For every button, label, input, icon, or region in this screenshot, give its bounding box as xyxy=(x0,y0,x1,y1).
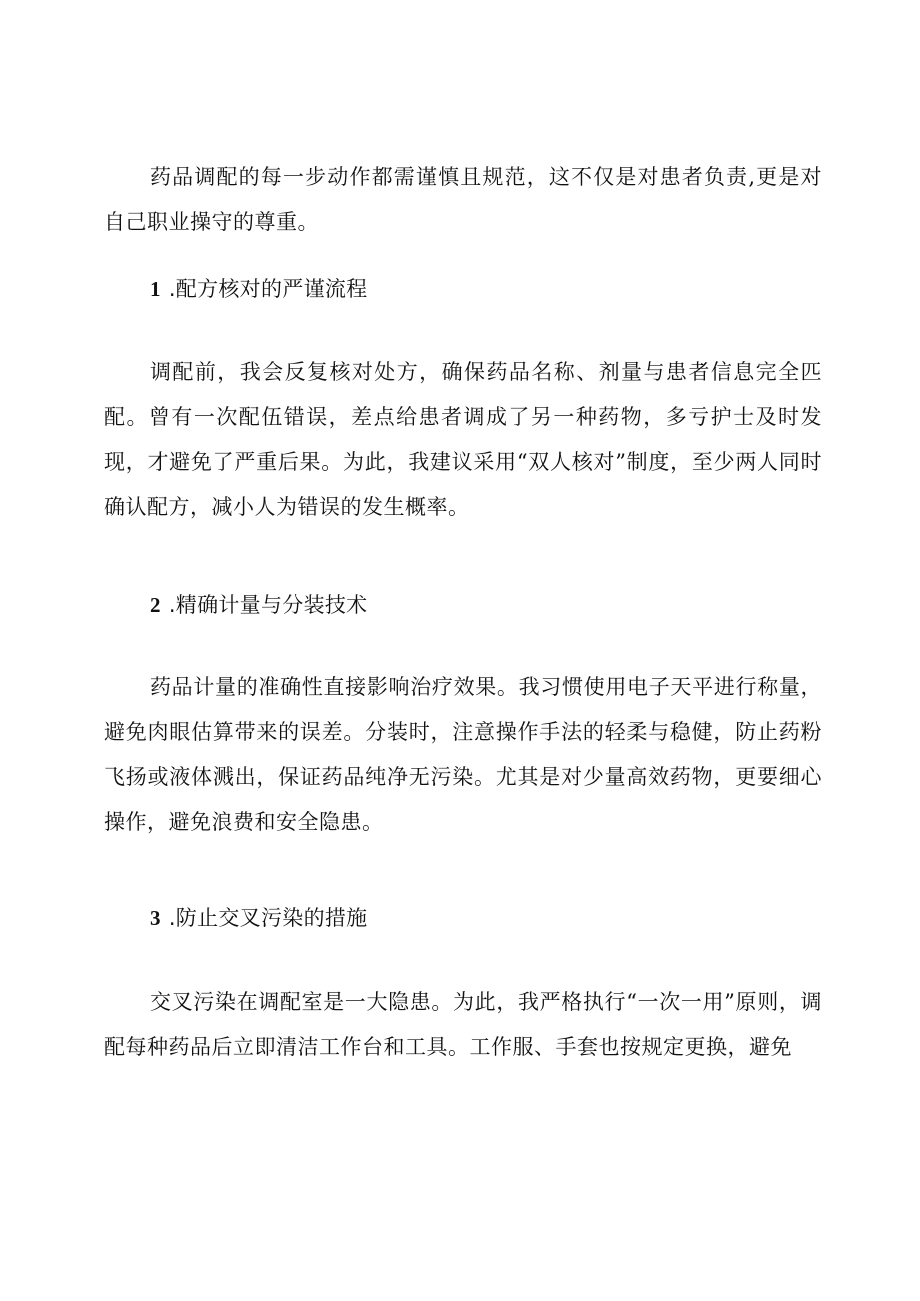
section-1-paragraph: 调配前，我会反复核对处方，确保药品名称、剂量与患者信息完全匹配。曾有一次配伍错误，差点给患者调成了另一种药物，多亏护士及时发现，才避免了严重后果。为此，我建议采用“双人核对”制度，至少两人同时确认配方，减小人为错误的发生概率。 xyxy=(104,360,822,519)
section-3-paragraph: 交叉污染在调配室是一大隐患。为此，我严格执行“一次一用”原则，调配每种药品后立即清洁工作台和工具。工作服、手套也按规定更换，避免 xyxy=(104,990,822,1059)
section-2-paragraph: 药品计量的准确性直接影响治疗效果。我习惯使用电子天平进行称量，避免肉眼估算带来的误差。分装时，注意操作手法的轻柔与稳健，防止药粉飞扬或液体溅出，保证药品纯净无污染。尤其是对少量高效药物，更要细心操作，避免浪费和安全隐患。 xyxy=(104,675,822,834)
section-2-heading xyxy=(150,590,368,620)
section-3-number: 3 xyxy=(150,906,161,930)
section-1-title: .配方核对的严谨流程 xyxy=(168,277,368,301)
section-1-number: 1 xyxy=(150,277,161,301)
section-3-heading xyxy=(150,903,368,933)
section-3-title: .防止交叉污染的措施 xyxy=(168,906,368,930)
section-2-title: .精确计量与分装技术 xyxy=(168,593,368,617)
section-2-number: 2 xyxy=(150,593,161,617)
section-1-heading xyxy=(150,274,368,304)
intro-paragraph: 药品调配的每一步动作都需谨慎且规范，这不仅是对患者负责,更是对自己职业操守的尊重。 xyxy=(104,165,822,234)
